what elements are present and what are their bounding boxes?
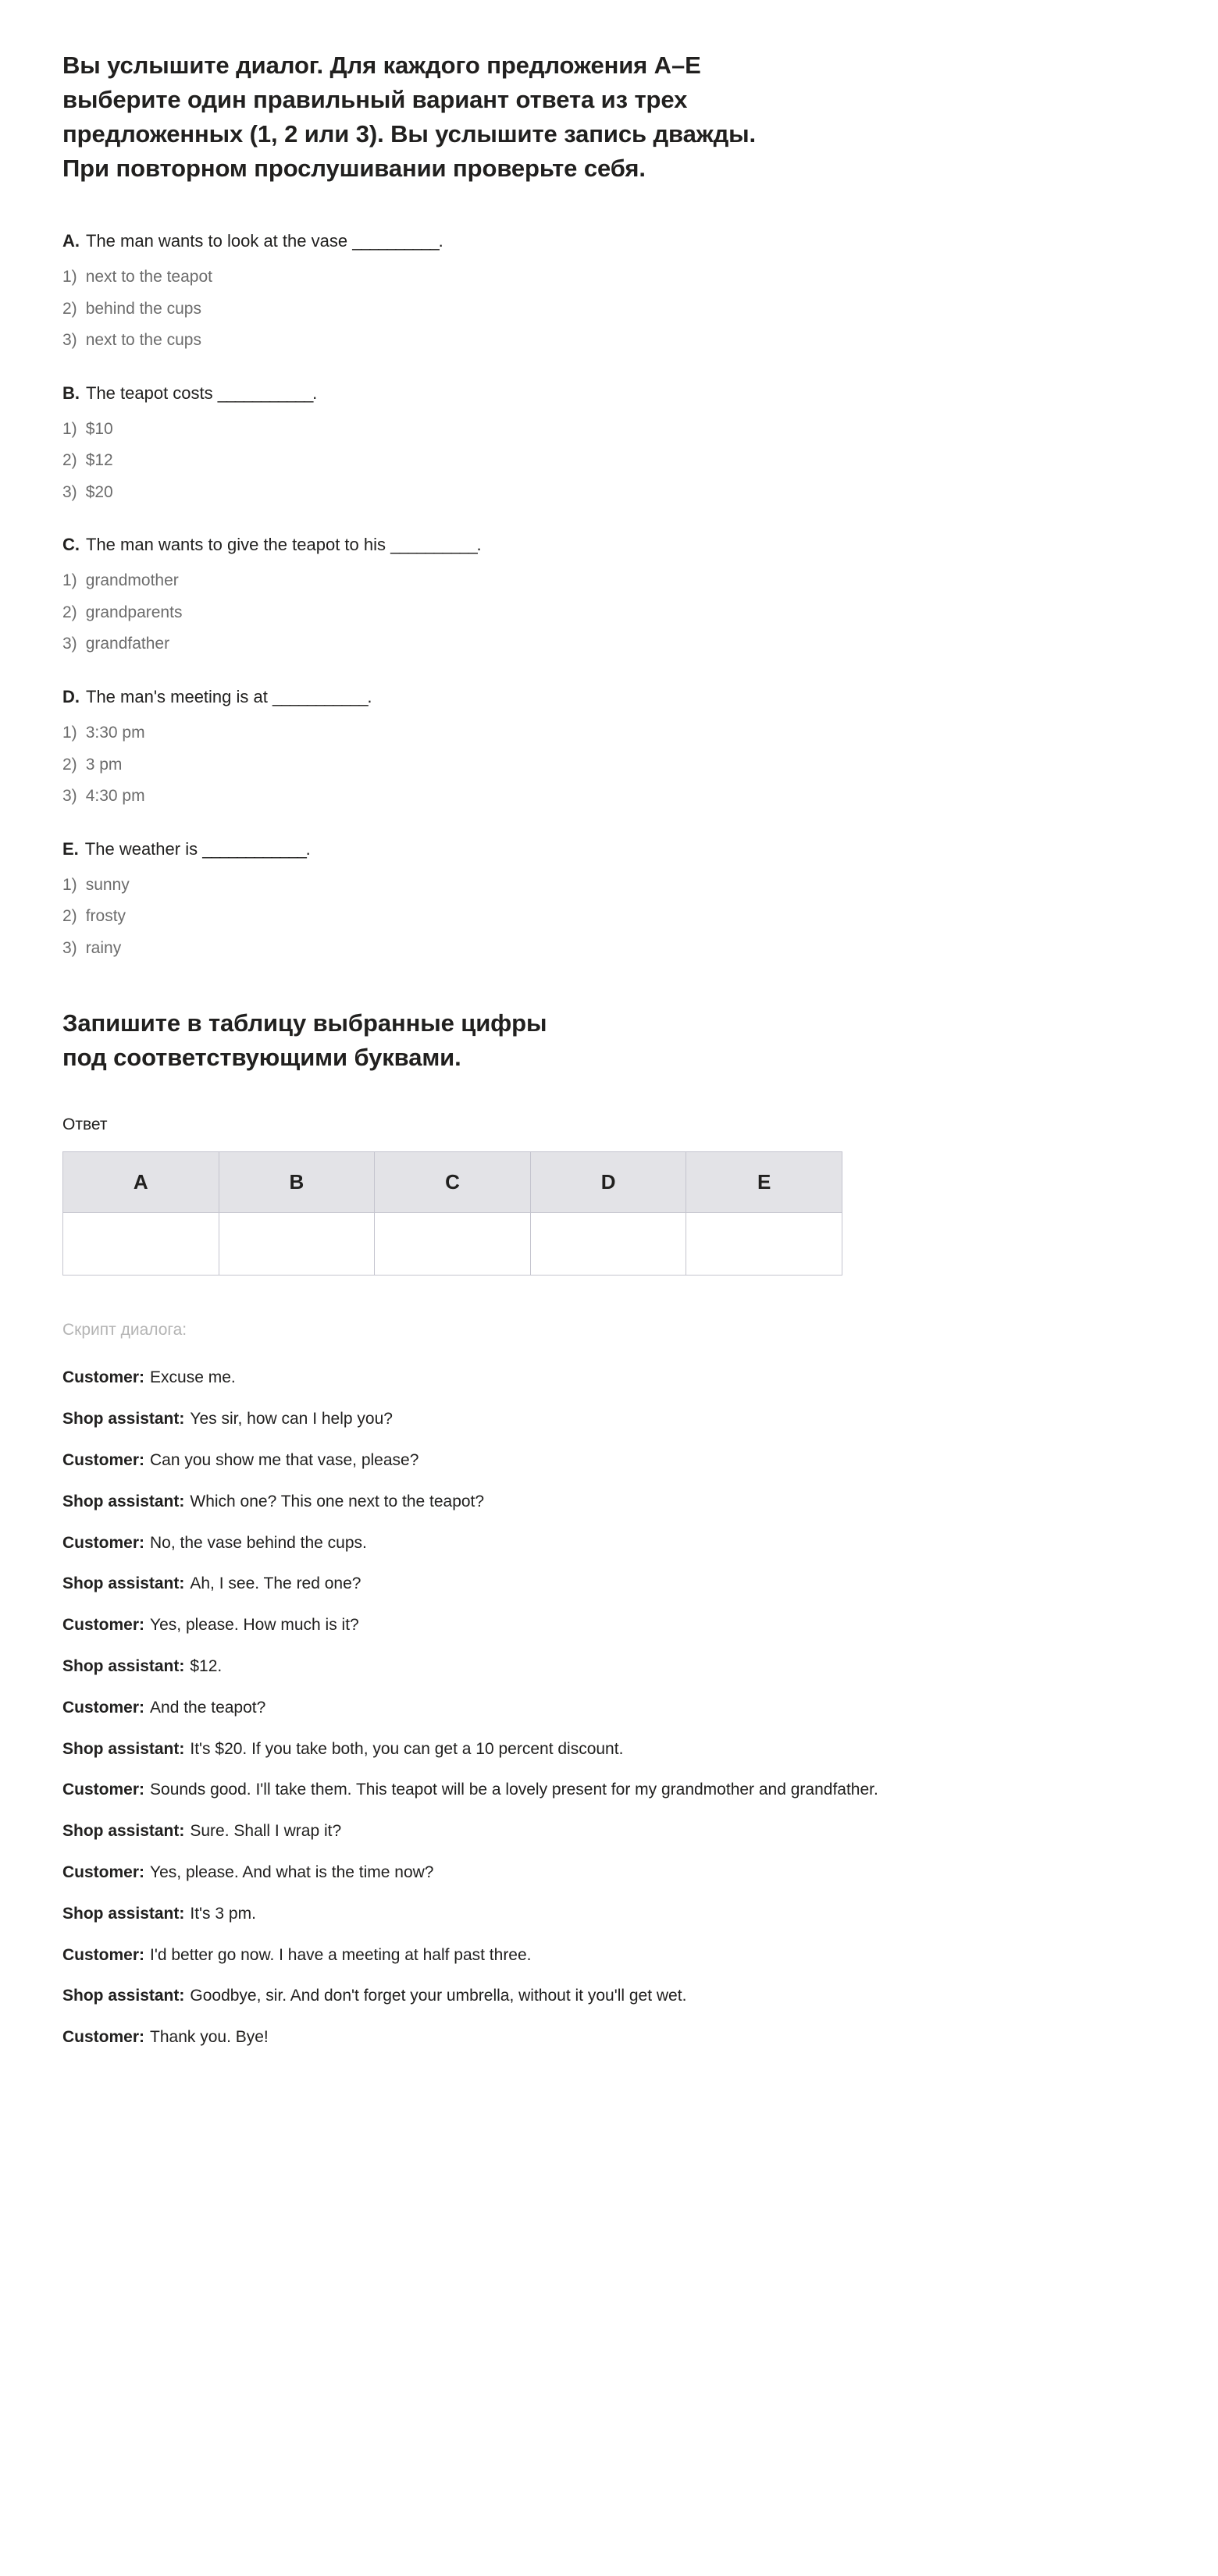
- option-list: [62, 873, 1156, 962]
- question-block: [62, 532, 1156, 657]
- option-item[interactable]: [62, 936, 1156, 962]
- option-label: next to the teapot: [85, 268, 212, 286]
- option-label: $10: [85, 419, 113, 438]
- option-number: 3): [62, 938, 77, 957]
- dialogue-speaker: Shop assistant:: [62, 1987, 185, 2005]
- option-item[interactable]: [62, 265, 1156, 290]
- script-label: Скрипт диалога:: [62, 1321, 187, 1340]
- answer-table-header-cell: A: [63, 1152, 219, 1213]
- option-label: grandparents: [85, 603, 183, 621]
- option-number: 3): [62, 331, 77, 350]
- dialogue-line: [62, 1572, 1101, 1596]
- option-item[interactable]: [62, 720, 1156, 746]
- option-label: sunny: [85, 875, 130, 894]
- intro-heading-line: При повторном прослушивании проверьте себя.: [62, 155, 646, 183]
- dialogue-text: Yes, please. And what is the time now?: [150, 1863, 434, 1882]
- option-number: 2): [62, 907, 77, 926]
- option-label: next to the cups: [85, 331, 201, 350]
- option-item[interactable]: [62, 448, 1156, 474]
- option-item[interactable]: [62, 873, 1156, 898]
- option-label: grandmother: [85, 571, 179, 590]
- answer-table-header-cell: C: [375, 1152, 531, 1213]
- option-number: 2): [62, 451, 77, 470]
- option-label: grandfather: [85, 635, 170, 653]
- answer-table-heading-line: под соответствующими буквами.: [62, 1044, 461, 1072]
- dialogue-text: Yes sir, how can I help you?: [190, 1410, 393, 1429]
- question-stem: [62, 684, 1156, 710]
- dialogue-text: Goodbye, sir. And don't forget your umbrella, without it you'll get wet.: [190, 1987, 687, 2005]
- answer-table-heading: [62, 1006, 1156, 1075]
- dialogue-speaker: Customer:: [62, 1616, 145, 1635]
- option-label: behind the cups: [85, 299, 201, 318]
- option-item[interactable]: [62, 328, 1156, 354]
- dialogue-speaker: Shop assistant:: [62, 1410, 185, 1429]
- answer-table-header-cell: E: [686, 1152, 842, 1213]
- dialogue-line: [62, 1738, 1101, 1761]
- dialogue-speaker: Shop assistant:: [62, 1656, 185, 1675]
- option-label: 3 pm: [85, 755, 123, 774]
- dialogue-line: [62, 1778, 1101, 1802]
- option-list: [62, 265, 1156, 354]
- question-period: .: [312, 382, 318, 403]
- dialogue-speaker: Shop assistant:: [62, 1739, 185, 1758]
- question-stem: [62, 380, 1156, 406]
- dialogue-speaker: Customer:: [62, 1945, 145, 1964]
- option-number: 3): [62, 635, 77, 653]
- option-item[interactable]: [62, 904, 1156, 930]
- question-letter: C.: [62, 535, 80, 555]
- dialogue-text: Ah, I see. The red one?: [190, 1574, 361, 1593]
- option-label: rainy: [85, 938, 122, 957]
- dialogue-text: No, the vase behind the cups.: [150, 1533, 367, 1552]
- dialogue-speaker: Shop assistant:: [62, 1822, 185, 1841]
- question-text: The weather is: [84, 838, 198, 859]
- option-number: 1): [62, 723, 77, 742]
- dialogue-speaker: Shop assistant:: [62, 1904, 185, 1923]
- option-number: 1): [62, 419, 77, 438]
- question-period: .: [305, 838, 311, 859]
- option-label: $12: [85, 451, 113, 470]
- answer-table-input-cell[interactable]: [219, 1213, 375, 1276]
- option-list: [62, 417, 1156, 506]
- answer-table-input-cell[interactable]: [375, 1213, 531, 1276]
- dialogue-line: [62, 1614, 1101, 1637]
- question-blank: __________: [390, 535, 477, 555]
- question-block: [62, 684, 1156, 809]
- option-label: 4:30 pm: [85, 787, 145, 806]
- dialogue-speaker: Customer:: [62, 1368, 145, 1387]
- intro-heading-line: выберите один правильный вариант ответа из трех: [62, 86, 688, 114]
- dialogue-line: [62, 1449, 1101, 1472]
- option-item[interactable]: [62, 568, 1156, 594]
- question-blank: ____________: [202, 838, 306, 859]
- question-letter: D.: [62, 686, 80, 706]
- dialogue-line: [62, 2026, 1101, 2049]
- dialogue-speaker: Shop assistant:: [62, 1574, 185, 1593]
- question-period: .: [367, 686, 372, 706]
- question-period: .: [438, 231, 443, 251]
- question-text: The man wants to look at the vase: [86, 231, 348, 251]
- question-text: The teapot costs: [86, 382, 213, 403]
- dialogue-speaker: Customer:: [62, 1863, 145, 1882]
- dialogue-line: [62, 1984, 1101, 2008]
- option-item[interactable]: [62, 417, 1156, 443]
- question-letter: E.: [62, 838, 79, 859]
- dialogue-text: Sure. Shall I wrap it?: [190, 1822, 342, 1841]
- answer-table-header-row: [63, 1152, 842, 1213]
- dialogue-line: [62, 1655, 1101, 1678]
- option-item[interactable]: [62, 784, 1156, 809]
- dialogue-script: [62, 1366, 1156, 2049]
- dialogue-line: [62, 1532, 1101, 1555]
- question-block: [62, 836, 1156, 962]
- option-item[interactable]: [62, 753, 1156, 778]
- question-letter: A.: [62, 231, 80, 251]
- dialogue-line: [62, 1902, 1101, 1926]
- option-number: 2): [62, 603, 77, 621]
- dialogue-text: Excuse me.: [150, 1368, 236, 1387]
- option-list: [62, 720, 1156, 809]
- answer-table-input-cell[interactable]: [63, 1213, 219, 1276]
- dialogue-speaker: Customer:: [62, 2028, 145, 2047]
- answer-table-heading-line: Запишите в таблицу выбранные цифры: [62, 1009, 547, 1037]
- option-number: 3): [62, 787, 77, 806]
- option-number: 2): [62, 299, 77, 318]
- answer-table-body-row: [63, 1213, 842, 1276]
- dialogue-line: [62, 1861, 1101, 1884]
- dialogue-text: It's $20. If you take both, you can get a 10 percent discount.: [190, 1739, 624, 1758]
- answer-table-input-cell[interactable]: [530, 1213, 686, 1276]
- dialogue-text: Thank you. Bye!: [150, 2028, 269, 2047]
- option-number: 1): [62, 875, 77, 894]
- dialogue-line: [62, 1944, 1101, 1967]
- option-number: 1): [62, 571, 77, 590]
- option-label: $20: [85, 482, 113, 501]
- dialogue-text: Which one? This one next to the teapot?: [190, 1492, 485, 1510]
- question-blank: ___________: [217, 382, 313, 403]
- question-blank: __________: [352, 231, 439, 251]
- dialogue-text: It's 3 pm.: [190, 1904, 256, 1923]
- question-block: [62, 228, 1156, 354]
- answer-label: Ответ: [62, 1115, 108, 1134]
- dialogue-speaker: Customer:: [62, 1781, 145, 1799]
- dialogue-line: [62, 1696, 1101, 1720]
- dialogue-speaker: Customer:: [62, 1698, 145, 1717]
- option-label: 3:30 pm: [85, 723, 145, 742]
- dialogue-text: I'd better go now. I have a meeting at half past three.: [150, 1945, 532, 1964]
- dialogue-line: [62, 1366, 1101, 1389]
- dialogue-text: $12.: [190, 1656, 223, 1675]
- answer-table-header-cell: B: [219, 1152, 375, 1213]
- dialogue-line: [62, 1820, 1101, 1843]
- option-number: 3): [62, 482, 77, 501]
- dialogue-speaker: Shop assistant:: [62, 1492, 185, 1510]
- question-blank: ___________: [272, 686, 368, 706]
- intro-heading-line: предложенных (1, 2 или 3). Вы услышите запись дважды.: [62, 120, 757, 148]
- option-number: 1): [62, 268, 77, 286]
- dialogue-speaker: Customer:: [62, 1533, 145, 1552]
- option-item[interactable]: [62, 480, 1156, 506]
- question-block: [62, 380, 1156, 506]
- question-stem: [62, 228, 1156, 254]
- intro-heading-line: Вы услышите диалог. Для каждого предложения A–E: [62, 52, 701, 79]
- option-item[interactable]: [62, 297, 1156, 322]
- option-number: 2): [62, 755, 77, 774]
- question-letter: B.: [62, 382, 80, 403]
- option-item[interactable]: [62, 632, 1156, 657]
- questions-list: [62, 228, 1156, 961]
- question-text: The man wants to give the teapot to his: [86, 535, 386, 555]
- question-period: .: [476, 535, 482, 555]
- dialogue-text: Sounds good. I'll take them. This teapot will be a lovely present for my grandmother and grandfather.: [150, 1781, 878, 1799]
- answer-table-header-cell: D: [530, 1152, 686, 1213]
- dialogue-line: [62, 1407, 1101, 1431]
- dialogue-line: [62, 1490, 1101, 1514]
- dialogue-speaker: Customer:: [62, 1450, 145, 1469]
- question-stem: [62, 836, 1156, 862]
- option-item[interactable]: [62, 600, 1156, 626]
- option-list: [62, 568, 1156, 657]
- dialogue-text: Can you show me that vase, please?: [150, 1450, 419, 1469]
- intro-heading: [62, 48, 945, 186]
- answer-table: [62, 1151, 842, 1276]
- dialogue-text: Yes, please. How much is it?: [150, 1616, 359, 1635]
- option-label: frosty: [85, 907, 126, 926]
- question-stem: [62, 532, 1156, 557]
- dialogue-text: And the teapot?: [150, 1698, 266, 1717]
- question-text: The man's meeting is at: [86, 686, 268, 706]
- answer-table-input-cell[interactable]: [686, 1213, 842, 1276]
